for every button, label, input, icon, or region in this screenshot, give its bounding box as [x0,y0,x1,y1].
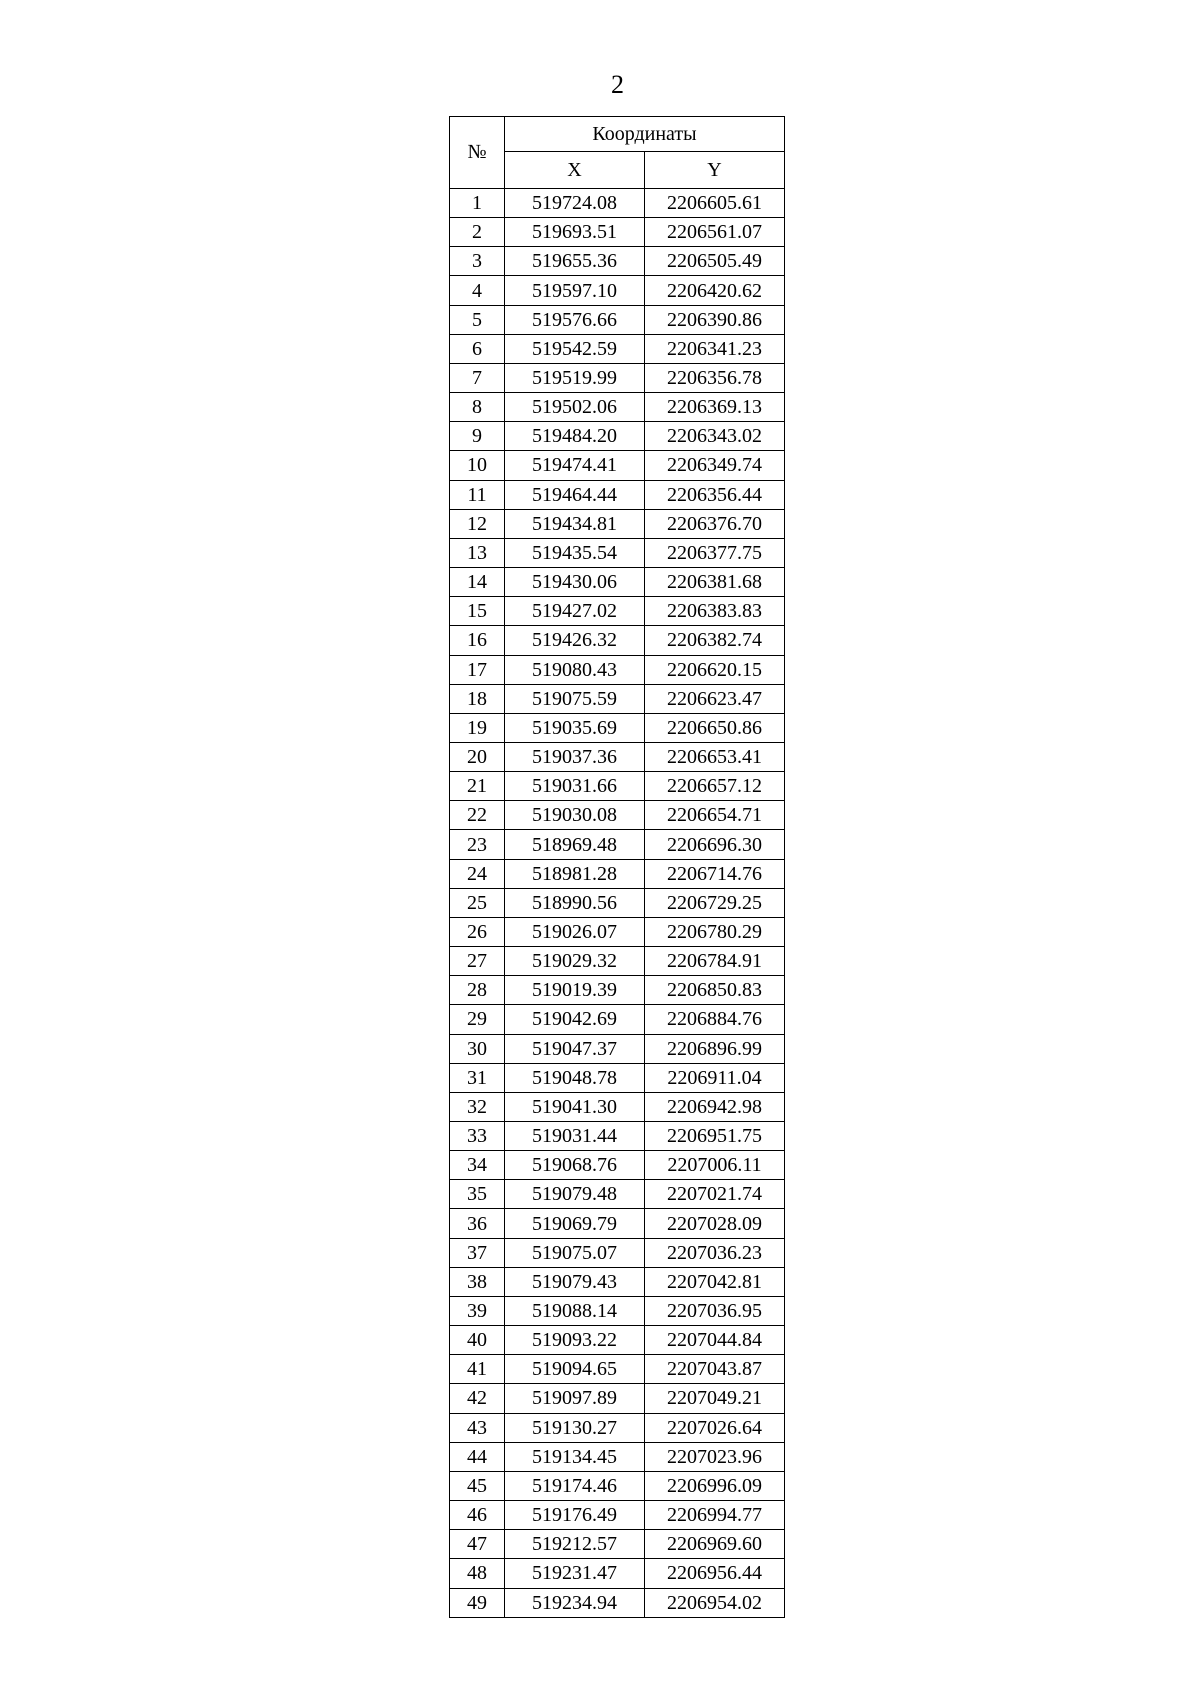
y-coordinate-cell: 2206623.47 [645,684,785,713]
x-coordinate-cell: 519502.06 [505,393,645,422]
table-row [450,334,785,363]
x-coordinate-cell: 519426.32 [505,626,645,655]
table-row [450,772,785,801]
y-coordinate-cell: 2206377.75 [645,538,785,567]
point-number-cell: 40 [450,1326,505,1355]
point-number-cell: 18 [450,684,505,713]
x-coordinate-cell: 519019.39 [505,976,645,1005]
y-coordinate-cell: 2206657.12 [645,772,785,801]
table-row [450,1442,785,1471]
x-coordinate-cell: 519048.78 [505,1063,645,1092]
point-number-cell: 30 [450,1034,505,1063]
point-number-cell: 2 [450,218,505,247]
table-row [450,597,785,626]
y-coordinate-cell: 2207036.23 [645,1238,785,1267]
point-number-cell: 14 [450,568,505,597]
table-row [450,1501,785,1530]
x-coordinate-cell: 519079.43 [505,1267,645,1296]
y-coordinate-cell: 2206956.44 [645,1559,785,1588]
table-row [450,1122,785,1151]
y-coordinate-cell: 2206951.75 [645,1122,785,1151]
table-row [450,393,785,422]
point-number-cell: 43 [450,1413,505,1442]
point-number-cell: 37 [450,1238,505,1267]
y-coordinate-cell: 2206382.74 [645,626,785,655]
x-coordinate-cell: 519693.51 [505,218,645,247]
table-row [450,626,785,655]
y-coordinate-cell: 2206969.60 [645,1530,785,1559]
y-coordinate-cell: 2206729.25 [645,888,785,917]
y-coordinate-cell: 2206605.61 [645,189,785,218]
point-number-cell: 5 [450,305,505,334]
x-coordinate-cell: 519474.41 [505,451,645,480]
point-number-cell: 27 [450,947,505,976]
y-coordinate-cell: 2207036.95 [645,1296,785,1325]
x-coordinate-cell: 519174.46 [505,1471,645,1500]
y-column-header: Y [645,152,785,189]
table-row [450,1296,785,1325]
table-row [450,1063,785,1092]
y-coordinate-cell: 2206376.70 [645,509,785,538]
x-coordinate-cell: 519093.22 [505,1326,645,1355]
number-column-header: № [450,117,505,189]
x-coordinate-cell: 519576.66 [505,305,645,334]
point-number-cell: 11 [450,480,505,509]
x-coordinate-cell: 519234.94 [505,1588,645,1617]
y-coordinate-cell: 2206942.98 [645,1092,785,1121]
x-coordinate-cell: 519542.59 [505,334,645,363]
point-number-cell: 17 [450,655,505,684]
y-coordinate-cell: 2206369.13 [645,393,785,422]
point-number-cell: 3 [450,247,505,276]
y-coordinate-cell: 2206561.07 [645,218,785,247]
x-coordinate-cell: 519079.48 [505,1180,645,1209]
table-row [450,218,785,247]
y-coordinate-cell: 2206653.41 [645,742,785,771]
point-number-cell: 48 [450,1559,505,1588]
x-coordinate-cell: 518990.56 [505,888,645,917]
y-coordinate-cell: 2207006.11 [645,1151,785,1180]
x-coordinate-cell: 519176.49 [505,1501,645,1530]
x-coordinate-cell: 519134.45 [505,1442,645,1471]
coordinates-header: Координаты [505,117,785,152]
y-coordinate-cell: 2207049.21 [645,1384,785,1413]
point-number-cell: 19 [450,713,505,742]
table-row [450,305,785,334]
point-number-cell: 42 [450,1384,505,1413]
y-coordinate-cell: 2206341.23 [645,334,785,363]
y-coordinate-cell: 2206696.30 [645,830,785,859]
x-coordinate-cell: 519434.81 [505,509,645,538]
y-coordinate-cell: 2207043.87 [645,1355,785,1384]
y-coordinate-cell: 2206356.44 [645,480,785,509]
table-row [450,1151,785,1180]
y-coordinate-cell: 2206650.86 [645,713,785,742]
table-row [450,1034,785,1063]
point-number-cell: 38 [450,1267,505,1296]
x-coordinate-cell: 519029.32 [505,947,645,976]
y-coordinate-cell: 2207021.74 [645,1180,785,1209]
y-coordinate-cell: 2206996.09 [645,1471,785,1500]
table-row [450,713,785,742]
y-coordinate-cell: 2207023.96 [645,1442,785,1471]
point-number-cell: 20 [450,742,505,771]
table-row [450,684,785,713]
x-column-header: X [505,152,645,189]
point-number-cell: 16 [450,626,505,655]
table-row [450,509,785,538]
y-coordinate-cell: 2206896.99 [645,1034,785,1063]
point-number-cell: 7 [450,363,505,392]
y-coordinate-cell: 2206654.71 [645,801,785,830]
table-row [450,1530,785,1559]
point-number-cell: 44 [450,1442,505,1471]
table-row [450,1238,785,1267]
y-coordinate-cell: 2206911.04 [645,1063,785,1092]
y-coordinate-cell: 2206383.83 [645,597,785,626]
x-coordinate-cell: 519031.66 [505,772,645,801]
coordinates-table-body [450,189,785,1618]
y-coordinate-cell: 2206954.02 [645,1588,785,1617]
point-number-cell: 36 [450,1209,505,1238]
x-coordinate-cell: 519080.43 [505,655,645,684]
table-row [450,830,785,859]
table-row [450,568,785,597]
x-coordinate-cell: 519075.59 [505,684,645,713]
table-row [450,1209,785,1238]
table-row [450,742,785,771]
y-coordinate-cell: 2206850.83 [645,976,785,1005]
table-row [450,1559,785,1588]
table-row [450,888,785,917]
table-row [450,1384,785,1413]
y-coordinate-cell: 2206356.78 [645,363,785,392]
x-coordinate-cell: 519031.44 [505,1122,645,1151]
point-number-cell: 46 [450,1501,505,1530]
table-row [450,1588,785,1617]
y-coordinate-cell: 2207044.84 [645,1326,785,1355]
point-number-cell: 32 [450,1092,505,1121]
x-coordinate-cell: 519047.37 [505,1034,645,1063]
point-number-cell: 23 [450,830,505,859]
x-coordinate-cell: 519231.47 [505,1559,645,1588]
x-coordinate-cell: 519068.76 [505,1151,645,1180]
table-row [450,189,785,218]
table-row [450,655,785,684]
point-number-cell: 49 [450,1588,505,1617]
page-number: 2 [611,70,624,99]
point-number-cell: 33 [450,1122,505,1151]
table-row [450,247,785,276]
y-coordinate-cell: 2206390.86 [645,305,785,334]
x-coordinate-cell: 519026.07 [505,917,645,946]
table-row [450,276,785,305]
x-coordinate-cell: 519075.07 [505,1238,645,1267]
table-row [450,976,785,1005]
point-number-cell: 25 [450,888,505,917]
x-coordinate-cell: 519088.14 [505,1296,645,1325]
x-coordinate-cell: 519484.20 [505,422,645,451]
x-coordinate-cell: 519094.65 [505,1355,645,1384]
coordinates-table [449,116,785,1618]
x-coordinate-cell: 519212.57 [505,1530,645,1559]
y-coordinate-cell: 2207042.81 [645,1267,785,1296]
point-number-cell: 45 [450,1471,505,1500]
table-row [450,1005,785,1034]
x-coordinate-cell: 519655.36 [505,247,645,276]
x-coordinate-cell: 519430.06 [505,568,645,597]
x-coordinate-cell: 519041.30 [505,1092,645,1121]
point-number-cell: 24 [450,859,505,888]
x-coordinate-cell: 519724.08 [505,189,645,218]
point-number-cell: 21 [450,772,505,801]
point-number-cell: 4 [450,276,505,305]
point-number-cell: 9 [450,422,505,451]
point-number-cell: 29 [450,1005,505,1034]
y-coordinate-cell: 2206620.15 [645,655,785,684]
x-coordinate-cell: 519427.02 [505,597,645,626]
point-number-cell: 12 [450,509,505,538]
x-coordinate-cell: 519037.36 [505,742,645,771]
point-number-cell: 26 [450,917,505,946]
y-coordinate-cell: 2207026.64 [645,1413,785,1442]
point-number-cell: 13 [450,538,505,567]
table-row [450,363,785,392]
table-row [450,1471,785,1500]
point-number-cell: 31 [450,1063,505,1092]
y-coordinate-cell: 2207028.09 [645,1209,785,1238]
y-coordinate-cell: 2206780.29 [645,917,785,946]
y-coordinate-cell: 2206381.68 [645,568,785,597]
table-row [450,451,785,480]
table-row [450,947,785,976]
point-number-cell: 41 [450,1355,505,1384]
x-coordinate-cell: 519069.79 [505,1209,645,1238]
x-coordinate-cell: 519042.69 [505,1005,645,1034]
x-coordinate-cell: 519464.44 [505,480,645,509]
x-coordinate-cell: 519519.99 [505,363,645,392]
point-number-cell: 35 [450,1180,505,1209]
x-coordinate-cell: 518969.48 [505,830,645,859]
table-row [450,422,785,451]
table-row [450,859,785,888]
y-coordinate-cell: 2206784.91 [645,947,785,976]
table-row [450,1355,785,1384]
table-row [450,480,785,509]
x-coordinate-cell: 519597.10 [505,276,645,305]
point-number-cell: 15 [450,597,505,626]
x-coordinate-cell: 519035.69 [505,713,645,742]
point-number-cell: 34 [450,1151,505,1180]
y-coordinate-cell: 2206714.76 [645,859,785,888]
point-number-cell: 28 [450,976,505,1005]
x-coordinate-cell: 519097.89 [505,1384,645,1413]
table-row [450,538,785,567]
y-coordinate-cell: 2206420.62 [645,276,785,305]
y-coordinate-cell: 2206994.77 [645,1501,785,1530]
point-number-cell: 39 [450,1296,505,1325]
table-row [450,1092,785,1121]
point-number-cell: 6 [450,334,505,363]
x-coordinate-cell: 518981.28 [505,859,645,888]
table-row [450,1413,785,1442]
y-coordinate-cell: 2206343.02 [645,422,785,451]
table-row [450,1326,785,1355]
table-row [450,1267,785,1296]
x-coordinate-cell: 519435.54 [505,538,645,567]
point-number-cell: 8 [450,393,505,422]
point-number-cell: 22 [450,801,505,830]
x-coordinate-cell: 519130.27 [505,1413,645,1442]
y-coordinate-cell: 2206505.49 [645,247,785,276]
table-row [450,1180,785,1209]
x-coordinate-cell: 519030.08 [505,801,645,830]
point-number-cell: 10 [450,451,505,480]
point-number-cell: 1 [450,189,505,218]
table-row [450,917,785,946]
y-coordinate-cell: 2206349.74 [645,451,785,480]
y-coordinate-cell: 2206884.76 [645,1005,785,1034]
point-number-cell: 47 [450,1530,505,1559]
table-row [450,801,785,830]
